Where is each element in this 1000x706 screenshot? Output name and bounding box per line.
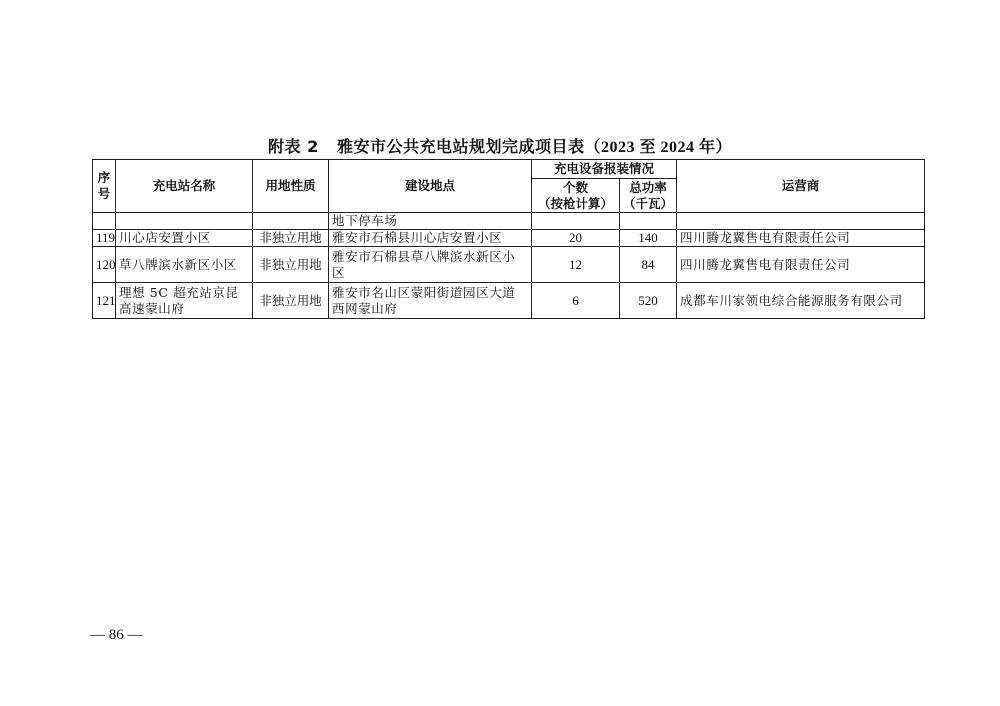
table-header — [93, 160, 925, 213]
header-count — [532, 179, 620, 213]
cell-seq: 121 — [93, 283, 116, 319]
cell-location: 雅安市名山区蒙阳街道园区大道西网蒙山府 — [329, 283, 532, 319]
cell-location: 雅安市石棉县草八牌滨水新区小区 — [329, 247, 532, 283]
header-power-line-2: （千瓦） — [623, 195, 674, 211]
title-prefix: 附表 2 — [268, 137, 319, 156]
cell-name: 川心店安置小区 — [116, 230, 253, 247]
header-count-line-2: （按枪计算） — [537, 195, 613, 211]
title-main: 雅安市公共充电站规划完成项目表 — [336, 137, 585, 156]
header-power-line-1: 总功率 — [629, 179, 667, 195]
page-number: — 86 — — [90, 627, 143, 643]
cell-empty — [93, 213, 116, 230]
cell-empty — [253, 213, 329, 230]
cell-operator: 四川腾龙翼售电有限责任公司 — [677, 247, 925, 283]
header-name: 充电站名称 — [116, 160, 253, 213]
cell-empty — [116, 213, 253, 230]
cell-empty — [677, 213, 925, 230]
cell-seq: 120 — [93, 247, 116, 283]
cell-land: 非独立用地 — [253, 283, 329, 319]
cell-name: 理想 5C 超充站京昆高速蒙山府 — [116, 283, 253, 319]
cell-land: 非独立用地 — [253, 230, 329, 247]
cell-operator: 四川腾龙翼售电有限责任公司 — [677, 230, 925, 247]
table-row — [93, 283, 925, 319]
cell-location: 雅安市石棉县川心店安置小区 — [329, 230, 532, 247]
header-land: 用地性质 — [253, 160, 329, 213]
header-seq — [93, 160, 116, 213]
cell-count: 20 — [532, 230, 620, 247]
table-title — [0, 134, 1000, 157]
header-equipment-group: 充电设备报装情况 — [532, 160, 677, 179]
header-power — [620, 179, 677, 213]
cell-count: 12 — [532, 247, 620, 283]
cell-power: 520 — [620, 283, 677, 319]
cell-location: 地下停车场 — [329, 213, 532, 230]
cell-empty — [620, 213, 677, 230]
header-seq-line-1: 序 — [97, 170, 111, 185]
project-table — [92, 159, 925, 319]
cell-empty — [532, 213, 620, 230]
header-operator: 运营商 — [677, 160, 925, 213]
table-row — [93, 230, 925, 247]
header-location: 建设地点 — [329, 160, 532, 213]
title-range: （2023 至 2024 年） — [584, 139, 732, 156]
header-count-line-1: 个数 — [562, 179, 588, 195]
continuation-row — [93, 213, 925, 230]
cell-name: 草八牌滨水新区小区 — [116, 247, 253, 283]
cell-count: 6 — [532, 283, 620, 319]
table-row — [93, 247, 925, 283]
cell-seq: 119 — [93, 230, 116, 247]
cell-power: 84 — [620, 247, 677, 283]
cell-power: 140 — [620, 230, 677, 247]
cell-operator: 成都车川家领电综合能源服务有限公司 — [677, 283, 925, 319]
cell-land: 非独立用地 — [253, 247, 329, 283]
header-seq-line-2: 号 — [97, 186, 111, 201]
